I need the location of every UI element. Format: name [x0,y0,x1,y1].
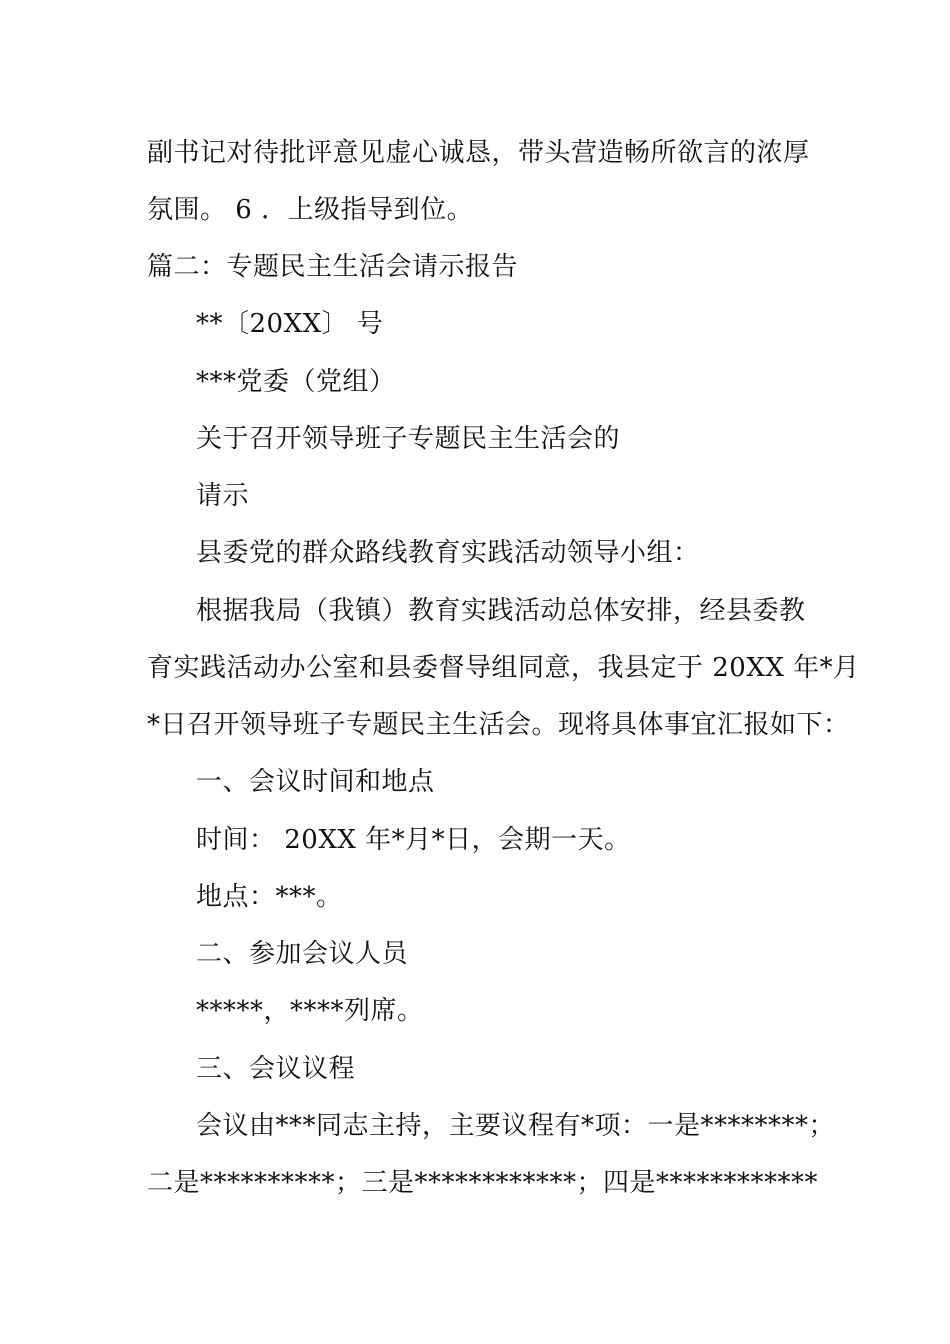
body-text-line: 育实践活动办公室和县委督导组同意，我县定于 20XX 年*月 [147,653,860,683]
subheading: 一、会议时间和地点 [196,767,435,797]
meeting-time: 时间： 20XX 年*月*日，会期一天。 [196,825,631,855]
section-heading: 篇二：专题民主生活会请示报告 [147,252,519,282]
recipient-line: 县委党的群众路线教育实践活动领导小组： [196,538,700,568]
body-text-line: 二是**********；三是************；四是************ [147,1168,819,1198]
meeting-location: 地点：***。 [196,882,343,912]
document-number: **〔20XX〕 号 [196,309,384,339]
document-title-continued: 请示 [196,481,250,511]
body-text-line: 会议由***同志主持，主要议程有*项：一是********； [196,1111,836,1141]
issuing-organization: ***党委（党组） [196,367,396,397]
subheading: 二、参加会议人员 [196,939,409,969]
body-text-line: 根据我局（我镇）教育实践活动总体安排，经县委教 [196,596,806,626]
body-text-line: 副书记对待批评意见虚心诚恳，带头营造畅所欲言的浓厚 [147,138,810,168]
body-text-line: *日召开领导班子专题民主生活会。现将具体事宜汇报如下： [147,710,850,740]
body-text-line: 氛围。 6 ．上级指导到位。 [147,195,474,225]
document-title: 关于召开领导班子专题民主生活会的 [196,424,621,454]
attendees-line: *****，****列席。 [196,996,424,1026]
subheading: 三、会议议程 [196,1054,356,1084]
